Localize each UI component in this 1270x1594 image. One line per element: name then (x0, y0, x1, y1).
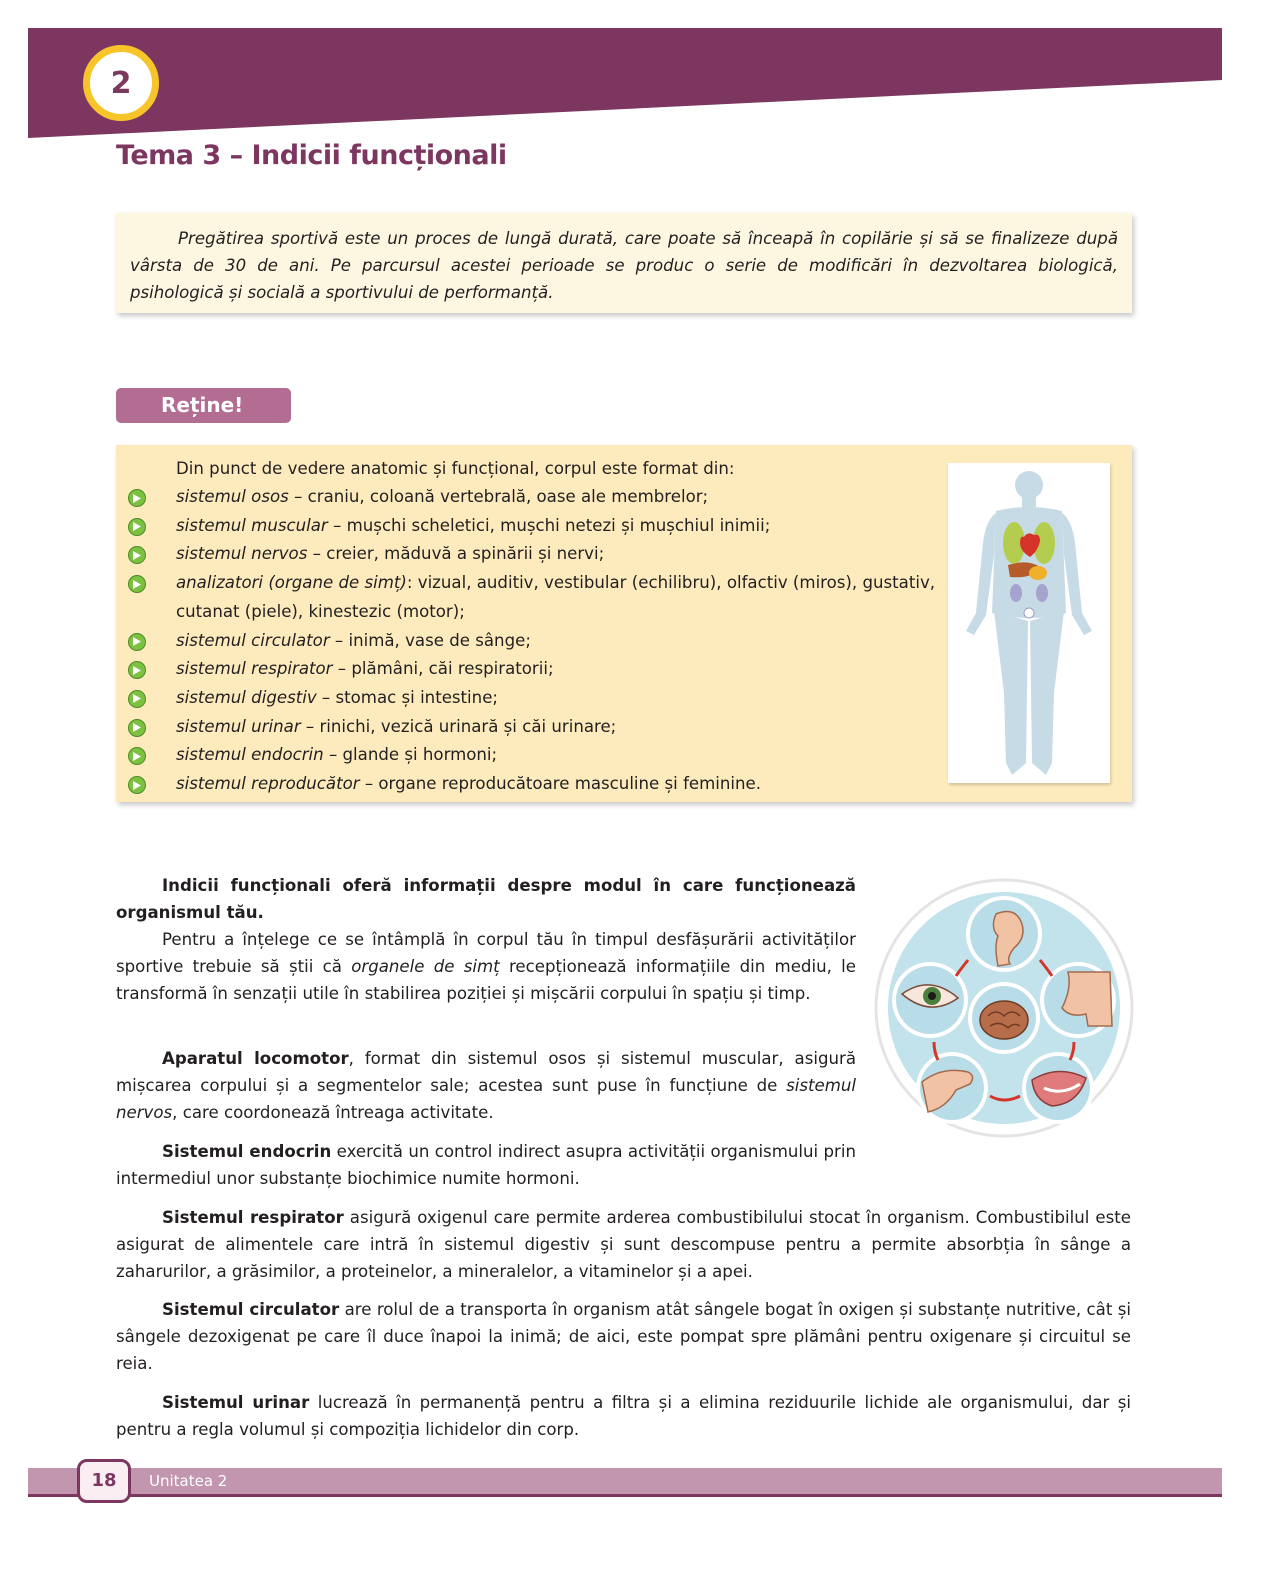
system-desc: – craniu, coloană vertebrală, oase ale membrelor; (288, 487, 709, 506)
system-desc: – stomac și intestine; (316, 687, 498, 707)
play-bullet-icon (128, 661, 146, 679)
play-bullet-icon (128, 719, 146, 737)
list-item (116, 684, 946, 713)
list-item (116, 713, 946, 742)
paragraph-locomotor-bold: Aparatul locomotor (162, 1049, 349, 1068)
paragraph-endocrine (116, 1138, 856, 1192)
paragraph-endocrine-text: exercită un control indirect asupra activității organismului prin intermediul unor substanțe biochimice numite hormoni. (116, 1142, 856, 1188)
paragraph-urinary (116, 1389, 1131, 1443)
system-term: sistemul endocrin (176, 745, 324, 765)
intro-box (116, 213, 1132, 313)
body-systems-list (116, 483, 946, 799)
paragraph-circulatory-bold: Sistemul circulator (162, 1300, 340, 1319)
system-term: sistemul circulator (176, 630, 330, 650)
play-bullet-icon (128, 690, 146, 708)
system-term: sistemul muscular (176, 515, 328, 535)
retine-intro: Din punct de vedere anatomic și funcțional, corpul este format din: (176, 459, 735, 478)
system-desc: – rinichi, vezică urinară și căi urinare; (300, 716, 617, 736)
footer-line (28, 1494, 1222, 1497)
list-item (116, 741, 946, 770)
system-term: sistemul respirator (176, 659, 333, 679)
play-bullet-icon (128, 633, 146, 651)
system-desc: – inimă, vase de sânge; (329, 630, 531, 650)
system-desc: : vizual, auditiv, vestibular (echilibru), olfactiv (miros), gustativ, cutanat (piele), kinestezic (motor); (176, 573, 936, 621)
system-desc: – glande și hormoni; (323, 745, 498, 765)
paragraph-endocrine-bold: Sistemul endocrin (162, 1142, 332, 1161)
retine-box (116, 445, 1132, 802)
play-bullet-icon (128, 747, 146, 765)
list-item (116, 655, 946, 684)
paragraph-respiratory (116, 1204, 1131, 1285)
list-item (116, 770, 946, 799)
paragraph-indices (116, 872, 856, 926)
paragraph-respiratory-text: asigură oxigenul care permite arderea combustibilului stocat în organism. Combustibilul este asigurat de alimentele care intră în sistemul digestiv și sunt descompuse pentru a permite absorbția în sânge a zaharurilor, a grăsimilor, a proteinelor, a mineralelor, a vitaminelor și a apei. (116, 1208, 1131, 1281)
list-item (116, 540, 946, 569)
header-band (28, 28, 1222, 138)
paragraph-locomotor-b: , care coordonează întreaga activitate. (172, 1103, 494, 1122)
system-term: sistemul nervos (176, 544, 308, 564)
play-bullet-icon (128, 518, 146, 536)
system-desc: – mușchi scheletici, mușchi netezi și mușchiul inimii; (327, 515, 771, 535)
play-bullet-icon (128, 575, 146, 593)
footer-unit-label: Unitatea 2 (149, 1472, 228, 1490)
unit-number: 2 (110, 65, 132, 101)
system-desc: – plămâni, căi respiratorii; (332, 659, 554, 679)
paragraph-urinary-text: lucrează în permanență pentru a filtra și a elimina reziduurile lichide ale organismului, dar și pentru a regla volumul și compoziția lichidelor din corp. (116, 1393, 1131, 1439)
sense-organs-illustration (872, 876, 1136, 1140)
paragraph-indices-text: Indicii funcționali oferă informații despre modul în care funcționează organismul tău. (116, 876, 856, 922)
paragraph-locomotor-italic: sistemul nervos (116, 1076, 856, 1122)
paragraph-urinary-bold: Sistemul urinar (162, 1393, 310, 1412)
play-bullet-icon (128, 489, 146, 507)
play-bullet-icon (128, 776, 146, 794)
system-term: sistemul osos (176, 487, 289, 506)
list-item (116, 627, 946, 656)
system-term: sistemul reproducător (176, 774, 360, 794)
human-body-illustration (948, 463, 1110, 783)
system-desc: – organe reproducătoare masculine și feminine. (359, 774, 762, 794)
paragraph-locomotor-a: , format din sistemul osos și sistemul muscular, asigură mișcarea corpului și a segmentelor sale; acestea sunt puse în funcțiune de (116, 1049, 856, 1095)
system-term: sistemul digestiv (176, 687, 317, 707)
paragraph-respiratory-bold: Sistemul respirator (162, 1208, 344, 1227)
paragraph-senses-italic: organele de simț (351, 957, 500, 976)
play-bullet-icon (128, 546, 146, 564)
paragraph-locomotor (116, 1045, 856, 1126)
intro-text: Pregătirea sportivă este un proces de lungă durată, care poate să înceapă în copilărie și să se finalizeze după vârsta de 30 de ani. Pe parcursul acestei perioade se produc o serie de modificări în dezvoltarea biologică, psihologică și socială a sportivului de performanță. (130, 229, 1118, 302)
page-title: Tema 3 – Indicii funcționali (116, 140, 507, 171)
system-desc: – creier, măduvă a spinării și nervi; (307, 544, 605, 564)
list-item (116, 512, 946, 541)
paragraph-senses (116, 926, 856, 1007)
paragraph-circulatory (116, 1296, 1131, 1377)
paragraph-senses-b: recepționează informațiile din mediu, le transformă în senzații utile în stabilirea poziției și mișcării corpului în spațiu și timp. (116, 957, 856, 1003)
page-number: 18 (77, 1459, 131, 1503)
paragraph-senses-a: Pentru a înțelege ce se întâmplă în corpul tău în timpul desfășurării activităților sportive trebuie să știi că (116, 930, 856, 976)
list-item (116, 483, 946, 512)
list-item (116, 569, 946, 626)
unit-number-badge (83, 45, 159, 121)
system-term: sistemul urinar (176, 716, 301, 736)
retine-label: Reține! (116, 388, 291, 423)
system-term: analizatori (organe de simț) (176, 573, 407, 593)
paragraph-circulatory-text: are rolul de a transporta în organism atât sângele bogat în oxigen și substanțe nutritive, cât și sângele dezoxigenat pe care îl duce înapoi la inimă; de aici, este pompat spre plămâni pentru oxigenare și circuitul se reia. (116, 1300, 1131, 1373)
